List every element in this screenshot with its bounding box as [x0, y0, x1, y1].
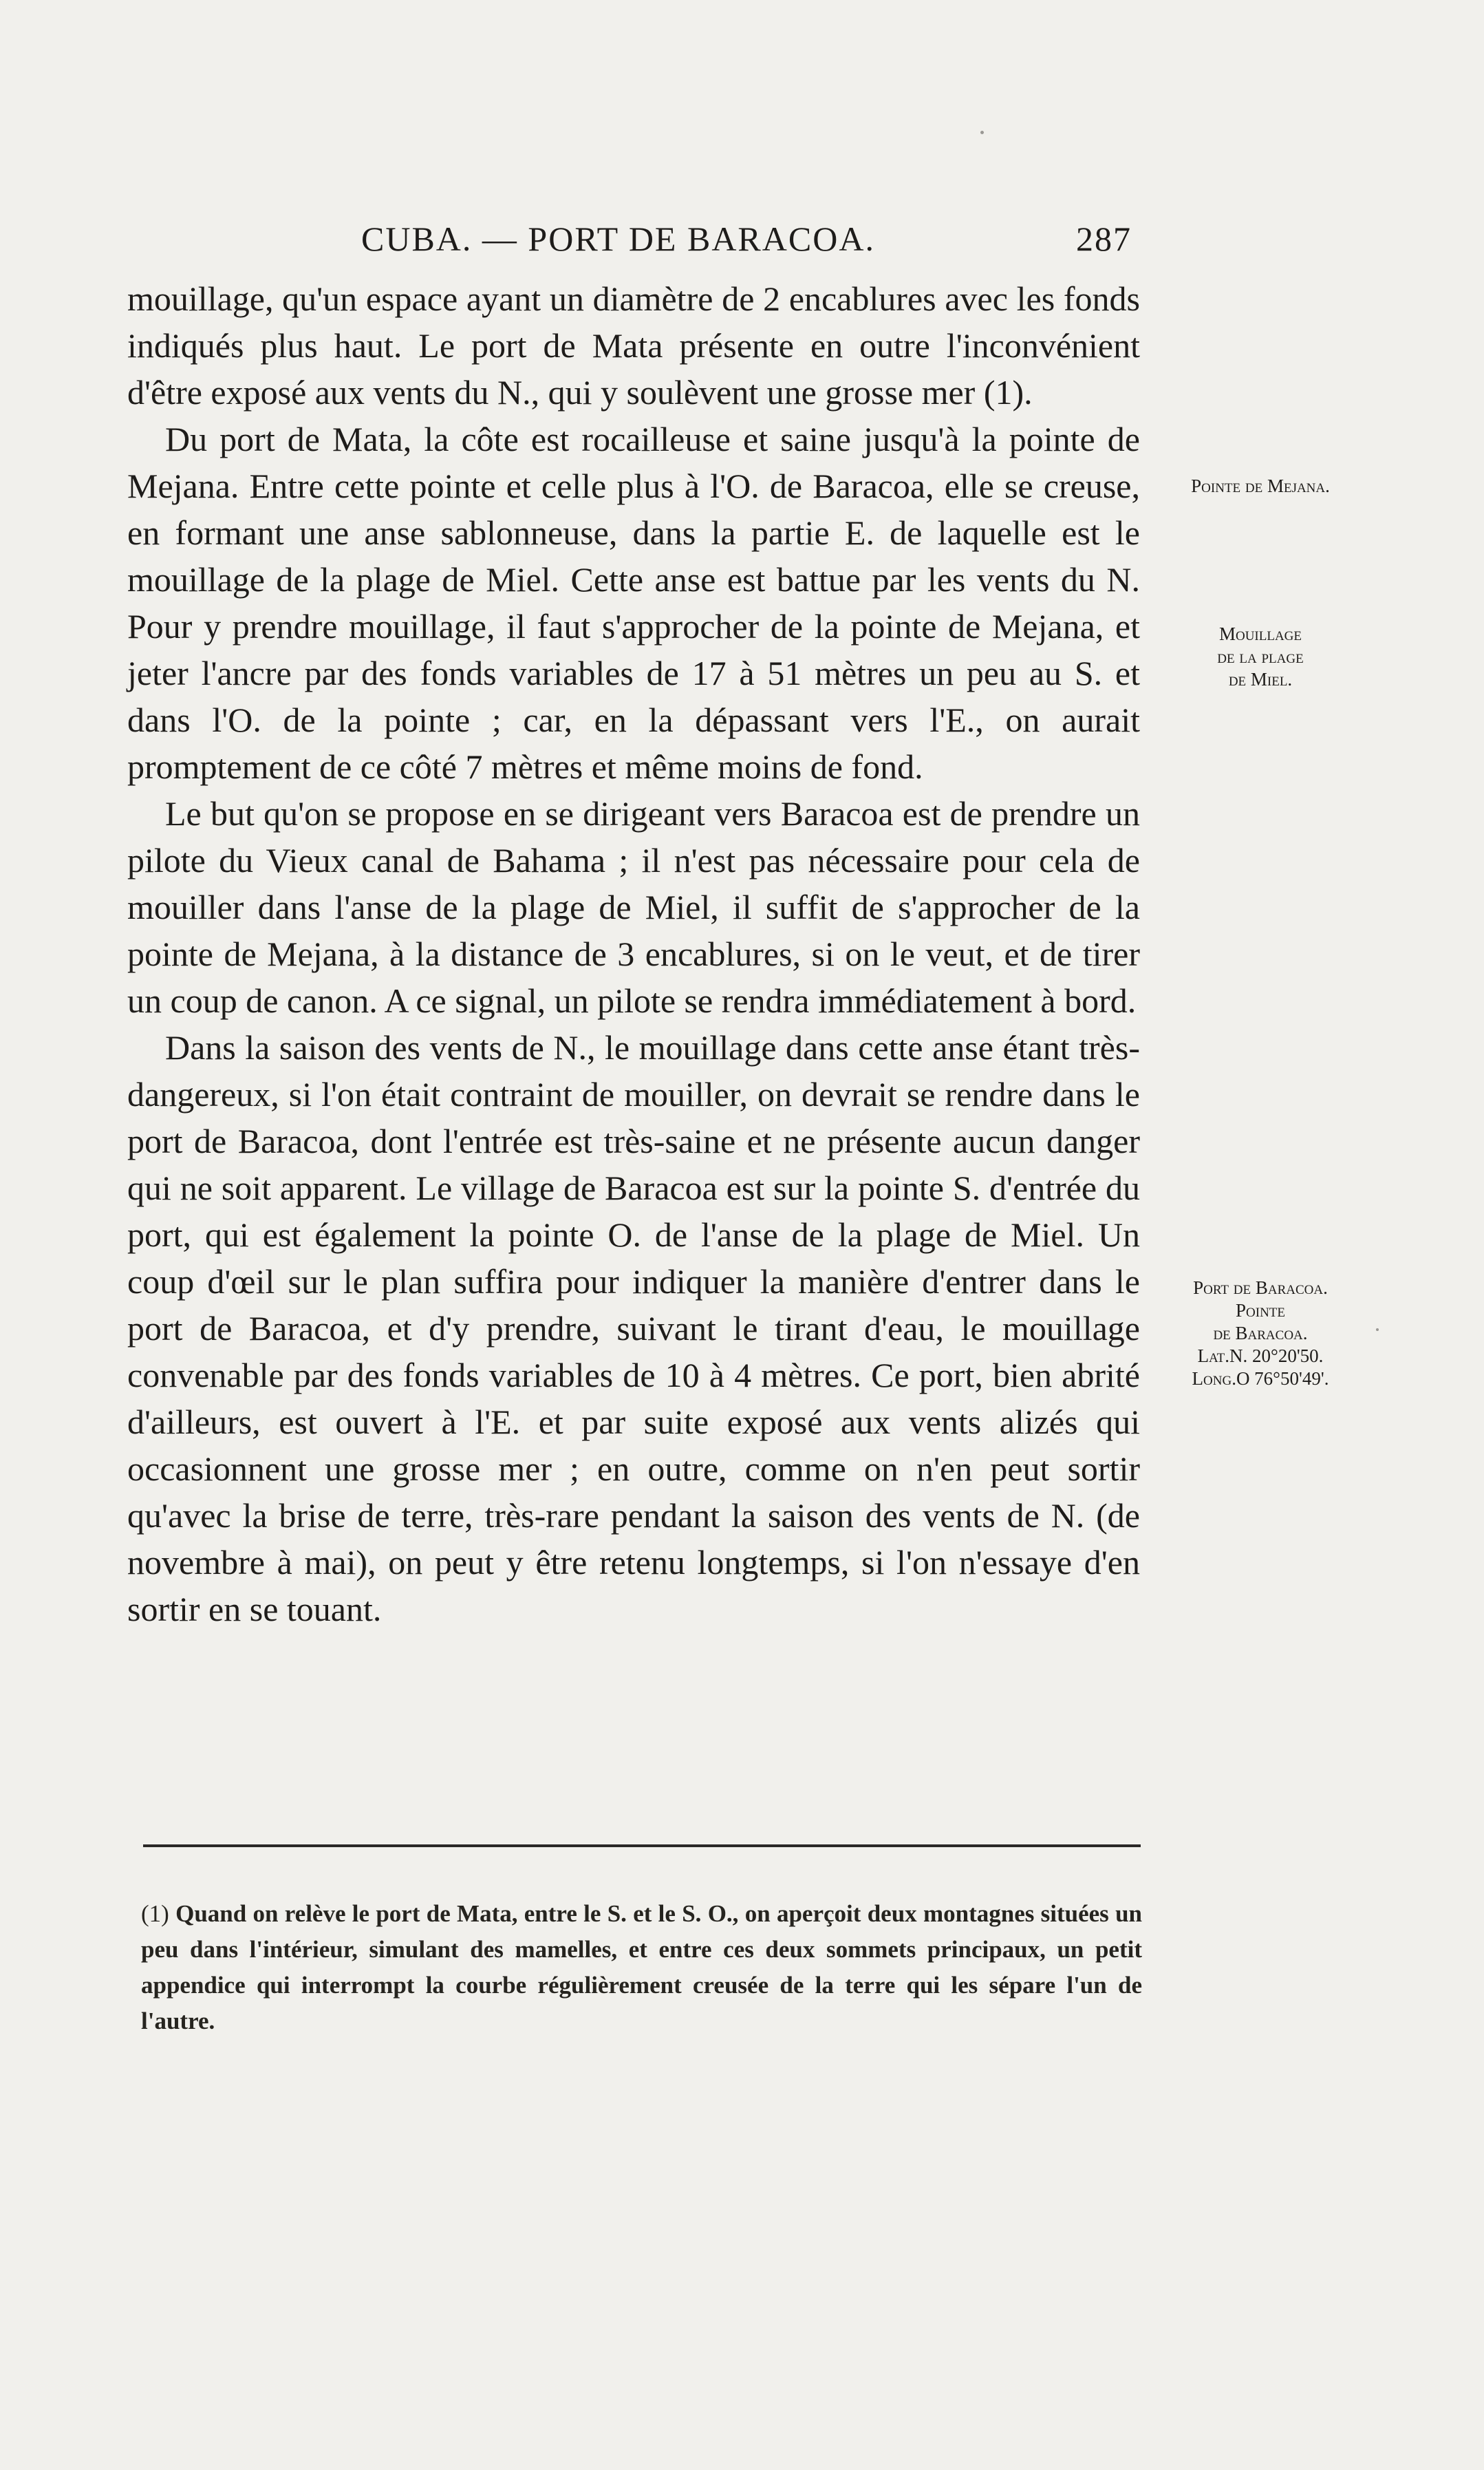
margin-note-line: Lat.N. 20°20'50.	[1197, 1345, 1324, 1366]
margin-note-pointe-mejana	[1150, 475, 1370, 498]
paragraph: Le but qu'on se propose en se dirigeant vers Baracoa est de prendre un pilote du Vieux canal de Bahama ; il n'est pas nécessaire pour cela de mouiller dans l'anse de la plage de Miel, il suffit de s'approcher de la pointe de Mejana, à la distance de 3 encablures, si on le veut, et de tirer un coup de canon. A ce signal, un pilote se rendra immédiatement à bord.	[127, 794, 1140, 1020]
paragraph: Du port de Mata, la côte est rocailleuse et saine jusqu'à la pointe de Mejana. Entre cette pointe et celle plus à l'O. de Baracoa, elle se creuse, en formant une anse sablonneuse, dans la partie E. de laquelle est le mouillage de la plage de Miel. Cette anse est battue par les vents du N. Pour y prendre mouillage, il faut s'approcher de la pointe de Mejana, et jeter l'ancre par des fonds variables de 17 à 51 mètres un peu au S. et dans l'O. de la pointe ; car, en la dépassant vers l'E., on aurait promptement de ce côté 7 mètres et même moins de fond.	[127, 420, 1140, 786]
margin-note-line: de la plage	[1217, 646, 1304, 667]
margin-note-line: de Miel.	[1228, 669, 1293, 690]
page-number: 287	[1076, 220, 1132, 258]
margin-note-line: Mouillage	[1218, 624, 1302, 644]
margin-note-mouillage	[1150, 623, 1370, 691]
running-header	[127, 219, 1132, 267]
paragraph: Dans la saison des vents de N., le mouillage dans cette anse étant très-dangereux, si l'on était contraint de mouiller, on devrait se rendre dans le port de Baracoa, dont l'entrée est très-saine et ne présente aucun danger qui ne soit apparent. Le village de Baracoa est sur la pointe S. d'entrée du port, qui est également la pointe O. de l'anse de la plage de Miel. Un coup d'œil sur le plan suffira pour indiquer la manière d'entrer dans le port de Baracoa, et d'y prendre, suivant le tirant d'eau, le mouillage convenable par des fonds variables de 10 à 4 mètres. Ce port, bien abrité d'ailleurs, est ouvert à l'E. et par suite exposé aux vents alizés qui occasionnent une grosse mer ; en outre, comme on n'en peut sortir qu'avec la brise de terre, très-rare pendant la saison des vents de N. (de novembre à mai), on peut y être retenu longtemps, si l'on n'essaye d'en sortir en se touant.	[127, 1028, 1140, 1628]
running-title: CUBA. — PORT DE BARACOA.	[361, 220, 875, 258]
footnote-rule	[143, 1844, 1141, 1847]
margin-note-line: Port de Baracoa.	[1193, 1277, 1328, 1298]
footnote-text: Quand on relève le port de Mata, entre le S. et le S. O., on aperçoit deux montagnes situées un peu dans l'intérieur, simulant des mamelles, et entre ces deux sommets principaux, un petit appendice qui interrompt la courbe régulièrement creusée de la terre qui les sépare l'un de l'autre.	[141, 1900, 1142, 2034]
margin-note-line: de Baracoa.	[1213, 1323, 1308, 1343]
footnote-marker: (1)	[141, 1900, 169, 1927]
margin-note-line: Pointe de Mejana.	[1191, 476, 1330, 496]
footnote	[141, 1896, 1142, 2039]
paragraph: mouillage, qu'un espace ayant un diamètre de 2 encablures avec les fonds indiqués plus haut. Le port de Mata présente en outre l'inconvénient d'être exposé aux vents du N., qui y soulèvent une grosse mer (1).	[127, 279, 1140, 412]
margin-note-baracoa	[1150, 1277, 1370, 1390]
main-text	[127, 275, 1140, 1632]
margin-note-line: Pointe	[1236, 1300, 1285, 1321]
margin-note-line: Long.O 76°50'49'.	[1192, 1368, 1329, 1389]
